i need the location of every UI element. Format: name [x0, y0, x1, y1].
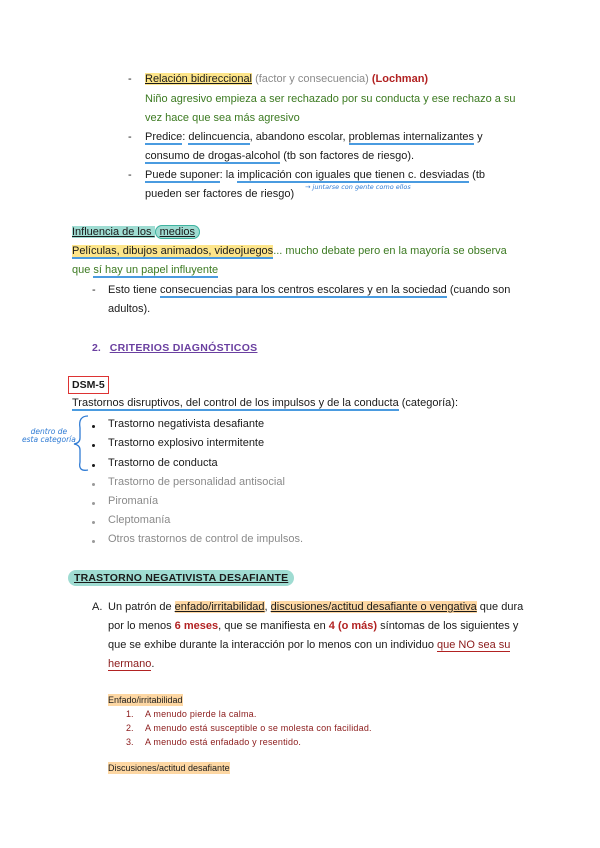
que-dura: que dura	[476, 601, 524, 613]
no-sea-su: que NO sea su	[437, 639, 511, 651]
item-text: A menudo está susceptible o se molesta con facilidad.	[145, 723, 372, 733]
por-lo-menos: por lo menos	[108, 620, 175, 632]
problemas-internalizantes: problemas internalizantes	[348, 131, 475, 143]
bullet-puede-line2: pueden ser factores de riesgo)	[145, 188, 295, 200]
hand-line2: esta categoría	[22, 435, 76, 444]
consumo-drogas: consumo de drogas-alcohol	[145, 150, 281, 162]
colon: :	[182, 131, 189, 143]
discusiones-actitud: discusiones/actitud desafiante o vengativa	[270, 601, 477, 613]
sintomas: síntomas de los siguientes y	[377, 620, 519, 632]
mucho-debate: ... mucho debate pero en la mayoría se observa	[273, 245, 507, 257]
criterion-label: A.	[92, 601, 103, 613]
author-lochman: (Lochman)	[371, 73, 429, 85]
interaccion: que se exhibe durante la interacción por lo menos con un individuo	[108, 639, 437, 651]
media-line1	[72, 244, 507, 259]
bullet-predice-line1	[145, 130, 483, 145]
cuatro-o-mas: 4 (o más)	[328, 620, 378, 632]
bullet-relacion-line1	[145, 72, 428, 87]
list-item: Trastorno de personalidad antisocial	[108, 476, 285, 488]
y: y	[474, 131, 483, 143]
section-title: CRITERIOS DIAGNÓSTICOS	[109, 342, 258, 354]
predice: Predice	[145, 131, 183, 143]
media-title-part1: Influencia de los	[72, 226, 155, 238]
delincuencia: delincuencia	[188, 131, 250, 143]
colon: : la	[219, 169, 238, 181]
list-item: Piromanía	[108, 495, 159, 507]
item-text: A menudo está enfadado y resentido.	[145, 737, 302, 747]
peliculas-dibujos: Películas, dibujos animados, videojuegos	[72, 245, 274, 257]
tb: (tb	[469, 169, 486, 181]
bullet-dot	[92, 444, 95, 447]
implicacion-iguales: implicación con iguales que tienen c. desviadas	[237, 169, 470, 181]
bullet-dot	[92, 464, 95, 467]
item-num: 2.	[126, 723, 134, 733]
bullet-predice-line2	[145, 149, 414, 164]
hermano: hermano	[108, 658, 152, 670]
criterion-a-line1	[108, 600, 523, 615]
handwritten-label	[22, 428, 76, 444]
sub-title: Enfado/irritabilidad	[108, 695, 183, 705]
trastornos-disruptivos: Trastornos disruptivos, del control de los impulsos y de la conducta	[72, 397, 399, 409]
list-item: Trastorno negativista desafiante	[108, 418, 265, 430]
factores-riesgo: (tb son factores de riesgo).	[280, 150, 415, 162]
comma: ,	[264, 601, 271, 613]
cuando-son: (cuando son	[446, 284, 511, 296]
categoria: (categoría):	[398, 397, 459, 409]
medios-circled: medios	[155, 225, 200, 239]
puede-suponer: Puede suponer	[145, 169, 220, 181]
item-num: 3.	[126, 737, 134, 747]
media-line2	[72, 263, 218, 278]
bullet-dot	[92, 540, 95, 543]
criterion-a-line3	[108, 638, 510, 653]
relacion-bidireccional: Relación bidireccional	[145, 73, 253, 85]
factor-consecuencia: (factor y consecuencia)	[252, 73, 372, 85]
bullet-dot	[92, 502, 95, 505]
dash: -	[128, 169, 132, 181]
que: que	[72, 264, 94, 276]
bullet-puede-line1	[145, 168, 485, 183]
media-title	[72, 225, 200, 240]
bracket-icon	[70, 412, 92, 474]
list-item: Cleptomanía	[108, 514, 171, 526]
list-item: Trastorno explosivo intermitente	[108, 437, 265, 449]
dsm-intro	[72, 396, 458, 411]
enfado-irritabilidad: enfado/irritabilidad	[174, 601, 265, 613]
bullet-dot	[92, 483, 95, 486]
bullet-dot	[92, 425, 95, 428]
item-num: 1.	[126, 709, 134, 719]
section-2-heading	[92, 341, 257, 355]
tnd-heading: TRASTORNO NEGATIVISTA DESAFIANTE	[68, 570, 294, 586]
criterion-a-line4	[108, 657, 154, 672]
hand-line1: dentro de	[30, 427, 68, 436]
bullet-dot	[92, 521, 95, 524]
papel-influyente: sí hay un papel influyente	[93, 264, 219, 276]
dash: -	[92, 284, 96, 296]
esto-tiene: Esto tiene	[108, 284, 160, 296]
note-line2: vez hace que sea más agresivo	[145, 112, 300, 124]
media-sub-line1	[108, 283, 510, 298]
seis-meses: 6 meses	[174, 620, 219, 632]
item-text: A menudo pierde la calma.	[145, 709, 257, 719]
criterion-a-line2	[108, 619, 518, 634]
un-patron: Un patrón de	[108, 601, 175, 613]
dash: -	[128, 131, 132, 143]
se-manifiesta: , que se manifiesta en	[218, 620, 329, 632]
dash: -	[128, 73, 132, 85]
media-sub-line2: adultos).	[108, 303, 151, 315]
list-item: Otros trastornos de control de impulsos.	[108, 533, 304, 545]
consecuencias: consecuencias para los centros escolares y en la sociedad	[159, 284, 447, 296]
abandono-escolar: , abandono escolar,	[249, 131, 349, 143]
section-number: 2.	[92, 342, 101, 354]
sub-title-discusiones: Discusiones/actitud desafiante	[108, 763, 230, 773]
dsm5-badge: DSM-5	[68, 376, 109, 394]
period: .	[151, 658, 155, 670]
list-item: Trastorno de conducta	[108, 457, 218, 469]
handwritten-note: → juntarse con gente como ellos	[305, 183, 411, 191]
note-line1: Niño agresivo empieza a ser rechazado por su conducta y ese rechazo a su	[145, 93, 516, 105]
